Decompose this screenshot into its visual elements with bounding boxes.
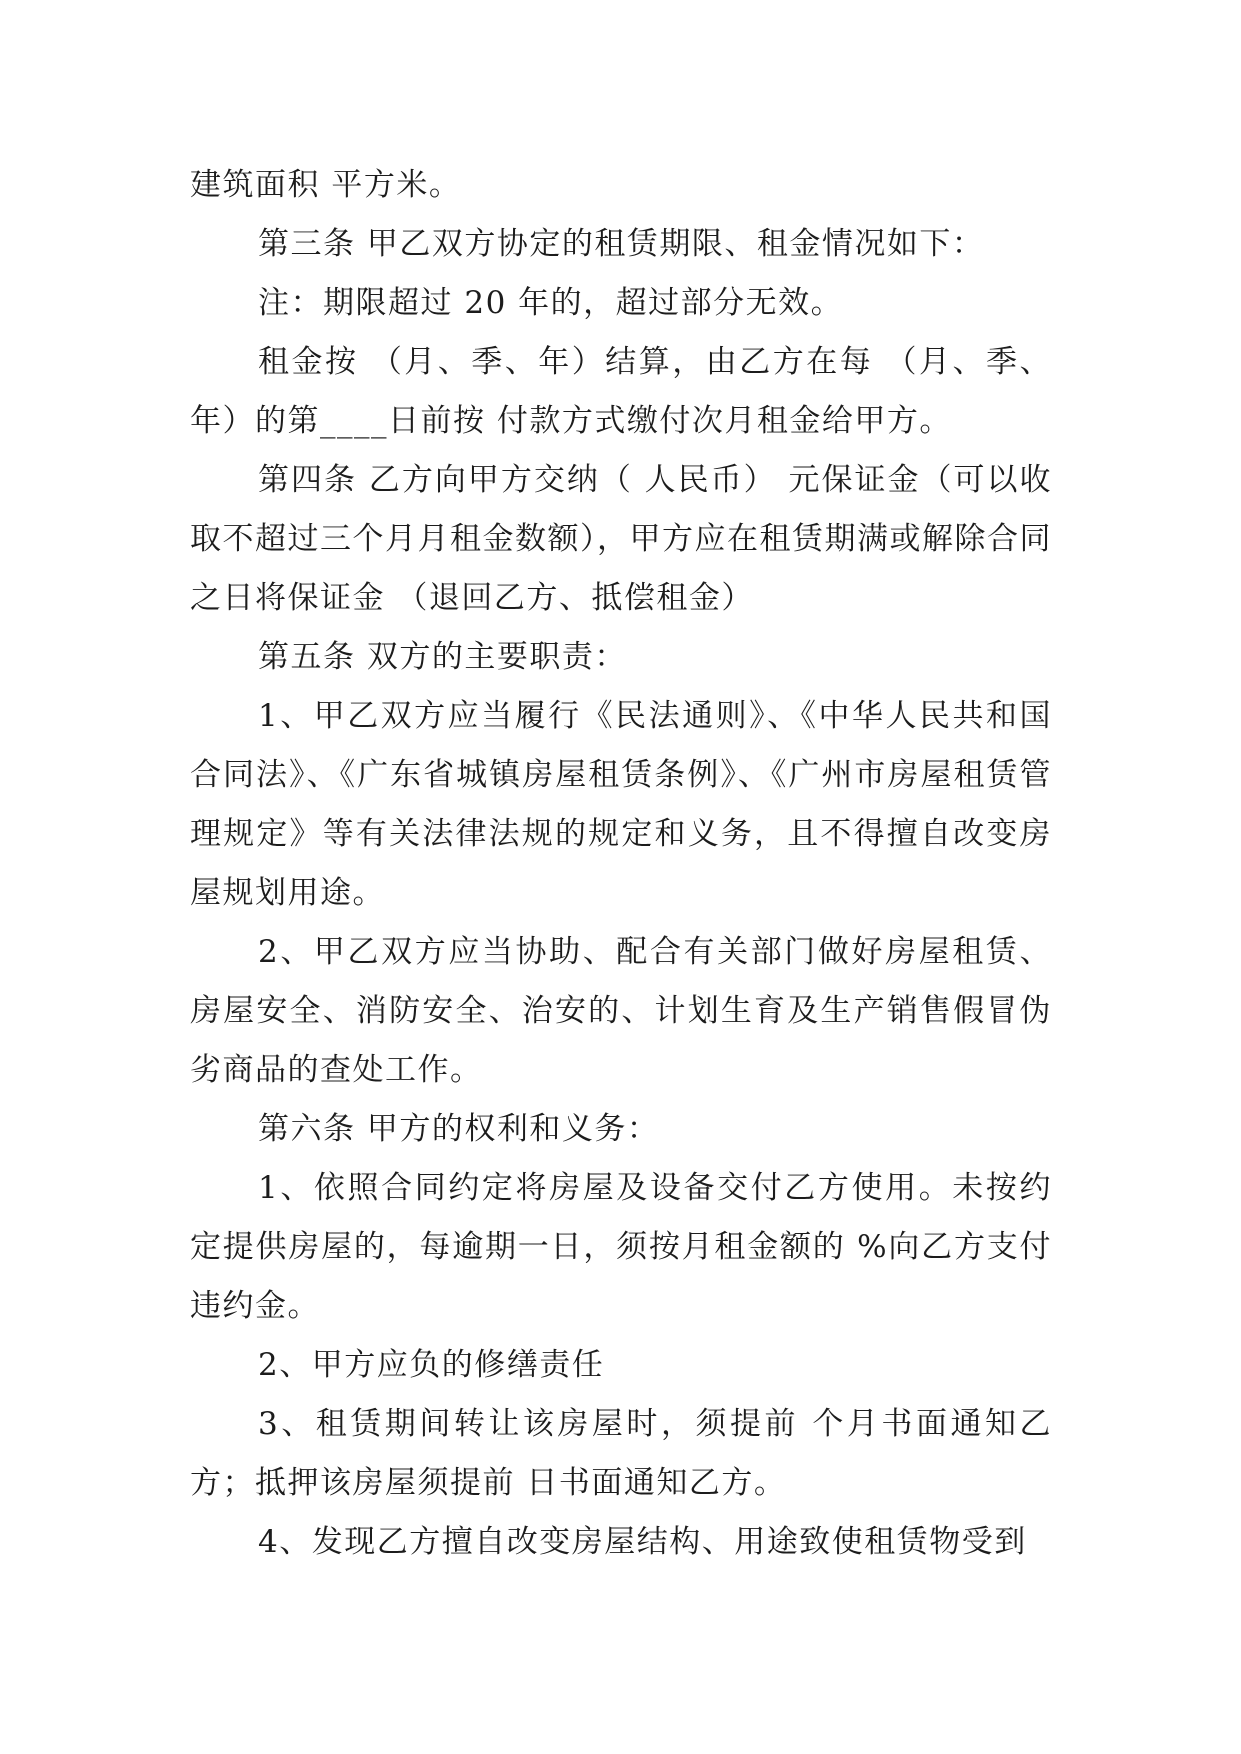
paragraph-article-5: 第五条 双方的主要职责：: [258, 639, 627, 675]
paragraph-duty-2: 2、甲乙双方应当协助、配合有关部门做好房屋租赁、房屋安全、消防安全、治安的、计划生育及生产销售假冒伪劣商品的查处工作。: [190, 934, 1052, 1088]
paragraph-landlord-4: 4、发现乙方擅自改变房屋结构、用途致使租赁物受到: [258, 1524, 1027, 1560]
paragraph-duty-1: 1、甲乙双方应当履行《民法通则》、《中华人民共和国合同法》、《广东省城镇房屋租赁条例》、《广州市房屋租赁管理规定》等有关法律法规的规定和义务，且不得擅自改变房屋规划用途。: [190, 698, 1052, 911]
paragraph-article-4: 第四条 乙方向甲方交纳（ 人民币） 元保证金（可以收取不超过三个月月租金数额），甲方应在租赁期满或解除合同之日将保证金 （退回乙方、抵偿租金）: [190, 462, 1052, 616]
paragraph-article-6: 第六条 甲方的权利和义务：: [258, 1111, 660, 1147]
paragraph-landlord-3: 3、租赁期间转让该房屋时，须提前 个月书面通知乙方；抵押该房屋须提前 日书面通知乙方。: [190, 1406, 1052, 1501]
paragraph-landlord-1: 1、依照合同约定将房屋及设备交付乙方使用。未按约定提供房屋的，每逾期一日，须按月租金额的 %向乙方支付违约金。: [190, 1170, 1052, 1324]
document-body: [190, 156, 1052, 1572]
paragraph-rent-settlement: 租金按 （月、季、年）结算，由乙方在每 （月、季、年）的第____日前按 付款方式缴付次月租金给甲方。: [190, 344, 1052, 439]
paragraph-floor-area: 建筑面积 平方米。: [190, 167, 462, 203]
paragraph-article-3: 第三条 甲乙双方协定的租赁期限、租金情况如下：: [258, 226, 985, 262]
paragraph-term-note: 注：期限超过 20 年的，超过部分无效。: [258, 285, 844, 321]
paragraph-landlord-2: 2、甲方应负的修缮责任: [258, 1347, 605, 1383]
